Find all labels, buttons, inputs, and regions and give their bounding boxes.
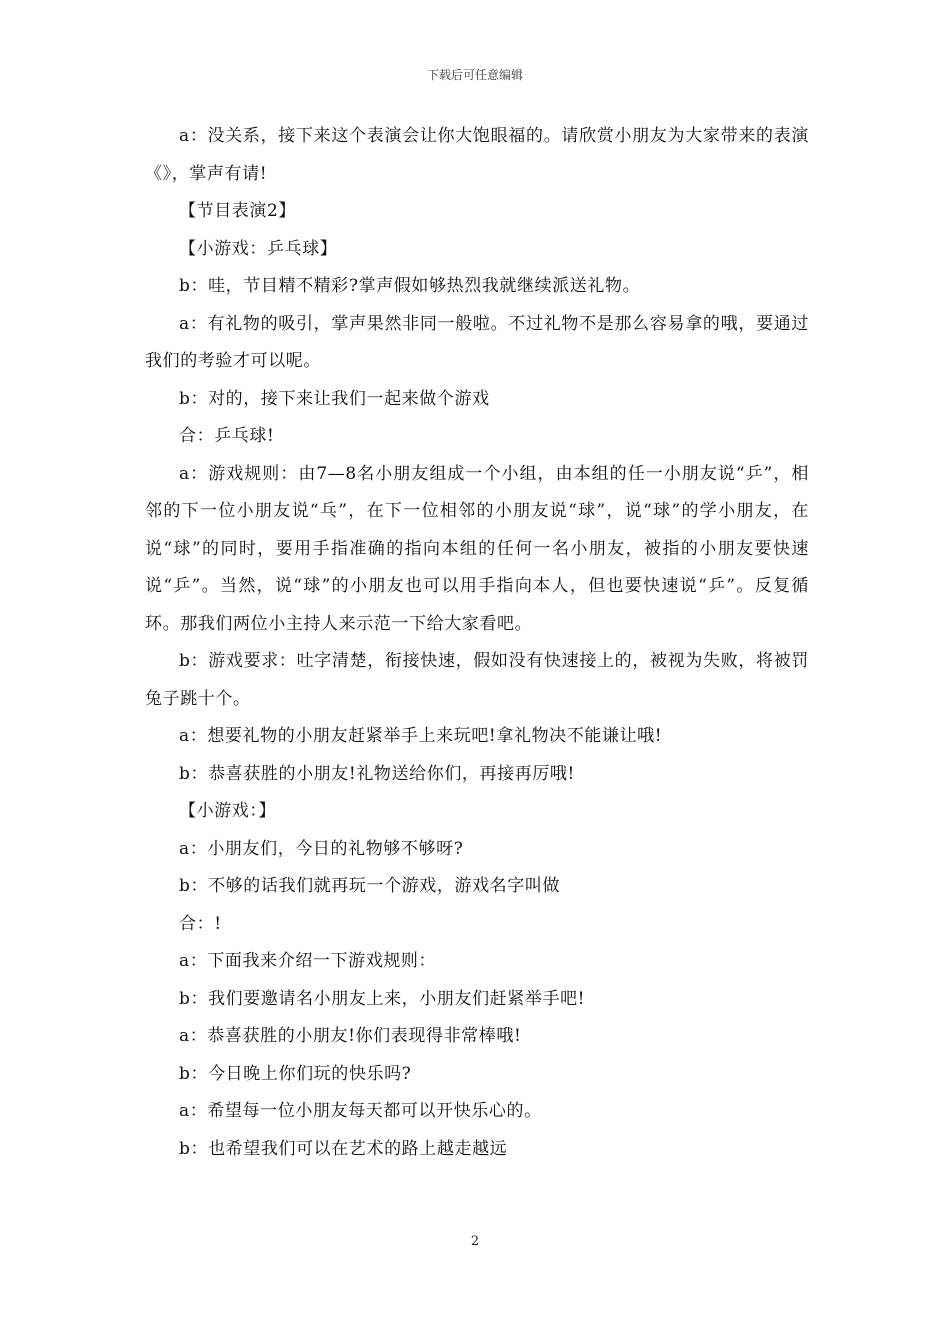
paragraph: 合：! <box>179 913 222 934</box>
paragraph: b：不够的话我们就再玩一个游戏，游戏名字叫做 <box>179 876 561 896</box>
paragraph: b：对的，接下来让我们一起来做个游戏 <box>179 388 490 409</box>
paragraph: 【节目表演2】 <box>179 201 297 221</box>
paragraph: b：哇，节目精不精彩?掌声假如够热烈我就继续派送礼物。 <box>179 276 641 296</box>
paragraph: 【小游戏：】 <box>179 801 277 821</box>
paragraph: 合：乒乓球! <box>179 426 275 446</box>
paragraph: b：我们要邀请名小朋友上来，小朋友们赶紧举手吧! <box>179 988 586 1009</box>
document-body <box>145 118 809 1168</box>
paragraph: b：今日晚上你们玩的快乐吗? <box>179 1063 412 1084</box>
paragraph: b：恭喜获胜的小朋友!礼物送给你们，再接再厉哦! <box>179 763 575 784</box>
page-header: 下载后可任意编辑 <box>426 68 523 82</box>
page-number: 2 <box>470 1234 480 1249</box>
paragraph: a：希望每一位小朋友每天都可以开快乐心的。 <box>179 1101 542 1121</box>
paragraph: b：也希望我们可以在艺术的路上越走越远 <box>179 1138 508 1159</box>
paragraph: a：没关系，接下来这个表演会让你大饱眼福的。请欣赏小朋友为大家带来的表演《》，掌声有请! <box>145 126 809 184</box>
paragraph: a：有礼物的吸引，掌声果然非同一般啦。不过礼物不是那么容易拿的哦，要通过我们的考验才可以呢。 <box>145 313 809 371</box>
paragraph: b：游戏要求：吐字清楚，衔接快速，假如没有快速接上的，被视为失败，将被罚兔子跳十个。 <box>145 651 809 709</box>
paragraph: a：恭喜获胜的小朋友!你们表现得非常棒哦! <box>179 1026 522 1046</box>
paragraph: a：游戏规则：由7—8名小朋友组成一个小组，由本组的任一小朋友说“乒”，相邻的下一位小朋友说“乓”，在下一位相邻的小朋友说“球”，说“球”的学小朋友，在说“球”的同时，要用手指准确的指向本组的任何一名小朋友，被指的小朋友要快速说“乒”。当然，说“球”的小朋友也可以用手指向本人，但也要快速说“乒”。反复循环。那我们两位小主持人来示范一下给大家看吧。 <box>145 463 809 634</box>
paragraph: 【小游戏：乒乓球】 <box>179 238 338 259</box>
paragraph: a：想要礼物的小朋友赶紧举手上来玩吧!拿礼物决不能谦让哦! <box>179 726 663 746</box>
paragraph: a：下面我来介绍一下游戏规则： <box>179 951 437 971</box>
paragraph: a：小朋友们，今日的礼物够不够呀? <box>179 838 464 859</box>
